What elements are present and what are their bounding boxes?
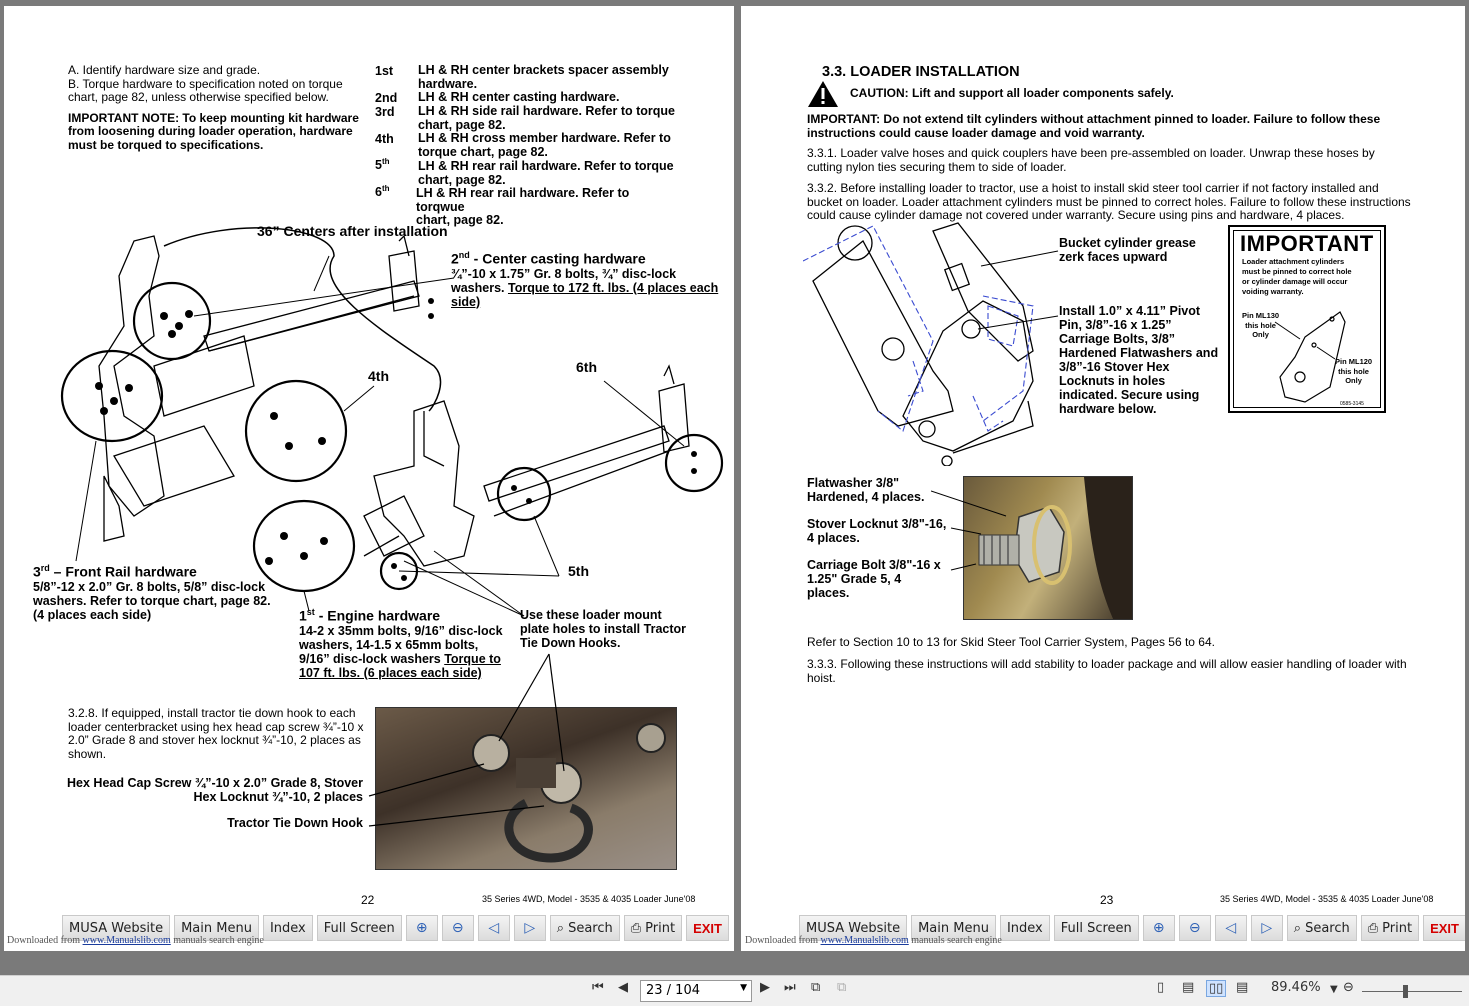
page-23 (741, 6, 1465, 951)
important-decal-title: IMPORTANT (1240, 231, 1374, 256)
search-button[interactable]: ⌕ Search (550, 915, 620, 941)
note-b-line1: B. Torque hardware to specification noted on torque (68, 76, 343, 91)
bucket-cylinder-note: Bucket cylinder grease zerk faces upward (1059, 236, 1196, 264)
index-button[interactable]: Index (1000, 915, 1050, 941)
carriage-bolt-label: Carriage Bolt 3/8"-16 x 1.25" Grade 5, 4 places. (807, 558, 941, 600)
step-text: LH & RH rear rail hardware. Refer to torque chart, page 82. (418, 159, 674, 187)
zoom-slider[interactable] (1362, 991, 1462, 992)
paragraph-3-3-3: 3.3.3. Following these instructions will add stability to loader package and will allow easier handling of loader with hoist. (807, 657, 1407, 685)
page-number-23: 23 (1100, 893, 1114, 907)
important-note-line1: IMPORTANT NOTE: To keep mounting kit hardware (68, 110, 359, 125)
important-decal (1228, 225, 1386, 413)
musa-website-button[interactable]: MUSA Website (799, 915, 907, 941)
page-number-field[interactable]: 23 / 104 ▼ (640, 980, 752, 1002)
step-number: 1st (375, 64, 394, 78)
tie-down-leaders (359, 646, 689, 846)
center-casting-callout: 2nd - Center casting hardware ¾”-10 x 1.75” Gr. 8 bolts, ¾” disc-lock washers. Torque to 172 ft. lbs. (4 places each side) (451, 250, 721, 309)
page-number-22: 22 (361, 893, 375, 907)
important-warning: IMPORTANT: Do not extend tilt cylinders without attachment pinned to loader. Failure to follow these instructions could cause loader damage and void warranty. (807, 112, 1381, 140)
step-text: LH & RH side rail hardware. Refer to torque chart, page 82. (418, 104, 675, 132)
zoom-out-icon: ⊖ (451, 920, 464, 936)
zoom-in-icon: ⊕ (415, 920, 428, 936)
arrow-left-icon: ◁ (1225, 920, 1237, 936)
paragraph-3-3-2: 3.3.2. Before installing loader to tractor, use a hoist to install skid steer tool carrier if not factory installed and bucket on loader. Loader attachment cylinders must be pinned to correct holes. Failure to follow these instructions could cause cylinder damage not covered under warranty. Secure using pins and hardware, 4 places. (807, 181, 1411, 222)
tie-down-hook-label: Tractor Tie Down Hook (227, 816, 363, 830)
previous-page-icon[interactable]: ◀ (618, 980, 628, 995)
print-button[interactable]: ⎙ Print (1361, 915, 1419, 941)
zoom-out-icon: ⊖ (1188, 920, 1201, 936)
note-b-line2: chart, page 82, unless otherwise specified below. (68, 90, 329, 104)
flatwasher-label: Flatwasher 3/8" Hardened, 4 places. (807, 476, 925, 504)
caution-warning-icon (807, 80, 839, 108)
downloaded-from: Downloaded from www.Manualslib.com manuals search engine (745, 935, 1002, 946)
arrow-right-icon: ▷ (524, 920, 536, 936)
musa-website-button[interactable]: MUSA Website (62, 915, 170, 941)
hardware-leaders (931, 486, 1011, 586)
exit-button[interactable]: EXIT (1423, 915, 1465, 941)
zoom-slider-thumb[interactable] (1403, 985, 1408, 998)
first-page-icon[interactable]: ⏮ (592, 980, 604, 995)
decal-code: 0585-3145 (1340, 401, 1364, 407)
section-title: 3.3. LOADER INSTALLATION (822, 64, 1020, 80)
hex-cap-screw-label: Hex Head Cap Screw ¾”-10 x 2.0” Grade 8, Stover Hex Locknut ¾”-10, 2 places (67, 776, 363, 804)
step-text: LH & RH rear rail hardware. Refer to torqwue chart, page 82. (416, 186, 630, 227)
important-decal-text: Loader attachment cylinders must be pinned to correct hole or cylinder damage will occur voiding warranty. (1242, 257, 1352, 296)
dropdown-arrow-icon: ▼ (740, 983, 747, 993)
step-text: LH & RH cross member hardware. Refer to torque chart, page 82. (418, 131, 671, 159)
viewer-status-bar (0, 975, 1469, 1006)
continuous-view-icon[interactable]: ▤ (1182, 980, 1195, 995)
step-number: 6th (375, 184, 390, 200)
zoom-out-circle-icon[interactable]: ⊖ (1343, 980, 1354, 995)
manualslib-link[interactable]: www.Manualslib.com (82, 935, 171, 946)
zoom-out-button[interactable] (1179, 915, 1211, 941)
fit-width-icon[interactable]: ⧉ (837, 980, 847, 995)
exit-button[interactable]: EXIT (686, 915, 729, 941)
next-page-button[interactable] (1251, 915, 1283, 941)
tie-down-callout: Use these loader mount plate holes to install Tractor Tie Down Hooks. (520, 608, 687, 650)
centers-label: 36” Centers after installation (257, 223, 448, 239)
binoculars-icon: ⌕ (1293, 920, 1302, 936)
print-button[interactable]: ⎙ Print (624, 915, 682, 941)
step-text: LH & RH center brackets spacer assembly hardware. (418, 63, 669, 91)
printer-icon: ⎙ (1367, 920, 1379, 936)
label-6th: 6th (576, 359, 597, 375)
pivot-pin-note: Install 1.0” x 4.11” Pivot Pin, 3/8”-16 x 1.25” Carriage Bolts, 3/8” Hardened Flatwashers and 3/8”-16 Stover Hex Locknuts in holes indicated. Secure using hardware below. (1059, 304, 1219, 416)
step-number: 3rd (375, 105, 395, 119)
zoom-in-button[interactable] (1143, 915, 1175, 941)
decal-bracket-drawing (1270, 307, 1350, 407)
hardware-notes (68, 64, 368, 152)
caution-text: CAUTION: Lift and support all loader components safely. (850, 86, 1174, 100)
step-text: LH & RH center casting hardware. (418, 90, 620, 104)
front-rail-callout: 3rd – Front Rail hardware 5/8”-12 x 2.0” Gr. 8 bolts, 5/8” disc-lock washers. Refer to torque chart, page 82. (4 places each side) (33, 563, 271, 622)
label-5th: 5th (568, 563, 589, 579)
full-screen-button[interactable]: Full Screen (1054, 915, 1139, 941)
two-page-continuous-icon[interactable]: ▤ (1236, 980, 1249, 995)
previous-page-button[interactable] (478, 915, 510, 941)
page-22 (4, 6, 734, 951)
fit-page-icon[interactable]: ⧉ (811, 980, 821, 995)
page-footer: 35 Series 4WD, Model - 3535 & 4035 Loader June'08 (482, 894, 696, 904)
printer-icon: ⎙ (630, 920, 642, 936)
main-menu-button[interactable]: Main Menu (911, 915, 996, 941)
index-button[interactable]: Index (263, 915, 313, 941)
important-note-line2: from loosening during loader operation, hardware (68, 124, 353, 138)
step-number: 4th (375, 132, 394, 146)
important-note-line3: must be torqued to specifications. (68, 137, 264, 152)
zoom-in-icon: ⊕ (1152, 920, 1165, 936)
note-a: A. Identify hardware size and grade. (68, 63, 261, 77)
zoom-dropdown-icon[interactable]: ▼ (1330, 984, 1338, 995)
stover-locknut-label: Stover Locknut 3/8"-16, 4 places. (807, 517, 947, 545)
center-casting-title: 2nd - Center casting hardware (451, 250, 646, 267)
single-page-view-icon[interactable]: ▯ (1157, 980, 1165, 995)
pin-ml120-label: Pin ML120 this hole Only (1335, 357, 1373, 385)
refer-section-note: Refer to Section 10 to 13 for Skid Steer Tool Carrier System, Pages 56 to 64. (807, 635, 1215, 649)
downloaded-from: Downloaded from www.Manualslib.com manuals search engine (7, 935, 264, 946)
paragraph-3-3-1: 3.3.1. Loader valve hoses and quick couplers have been pre-assembled on loader. Unwrap these hoses by cutting nylon ties securing them to side of loader. (807, 146, 1375, 174)
zoom-level[interactable]: 89.46% (1271, 980, 1321, 995)
zoom-out-button[interactable] (442, 915, 474, 941)
engine-hardware-callout: 1st - Engine hardware 14-2 x 35mm bolts, 9/16” disc-lock washers, 14-1.5 x 65mm bolts, 9/16” disc-lock washers Torque to 107 ft. lbs. (6 places each side) (299, 607, 503, 680)
tie-down-instructions: 3.2.8. If equipped, install tractor tie down hook to each loader centerbracket using hex head cap screw ¾”-10 x 2.0” Grade 8 and stover hex locknut ¾”-10, 2 places as shown. (68, 706, 364, 761)
search-button[interactable]: ⌕ Search (1287, 915, 1357, 941)
binoculars-icon: ⌕ (556, 920, 565, 936)
page-footer: 35 Series 4WD, Model - 3535 & 4035 Loader June'08 (1220, 894, 1434, 904)
next-page-button[interactable] (514, 915, 546, 941)
label-4th: 4th (368, 368, 389, 384)
arrow-left-icon: ◁ (488, 920, 500, 936)
full-screen-button[interactable]: Full Screen (317, 915, 402, 941)
zoom-in-button[interactable] (406, 915, 438, 941)
previous-page-button[interactable] (1215, 915, 1247, 941)
pin-ml130-label: Pin ML130 this hole Only (1242, 311, 1280, 339)
main-menu-button[interactable]: Main Menu (174, 915, 259, 941)
next-page-icon[interactable]: ▶ (760, 980, 770, 995)
two-page-view-icon[interactable]: ▯▯ (1206, 980, 1226, 997)
step-number: 2nd (375, 91, 398, 105)
step-number: 5th (375, 157, 390, 173)
last-page-icon[interactable]: ⏭ (784, 980, 796, 995)
manualslib-link[interactable]: www.Manualslib.com (820, 935, 909, 946)
arrow-right-icon: ▷ (1261, 920, 1273, 936)
